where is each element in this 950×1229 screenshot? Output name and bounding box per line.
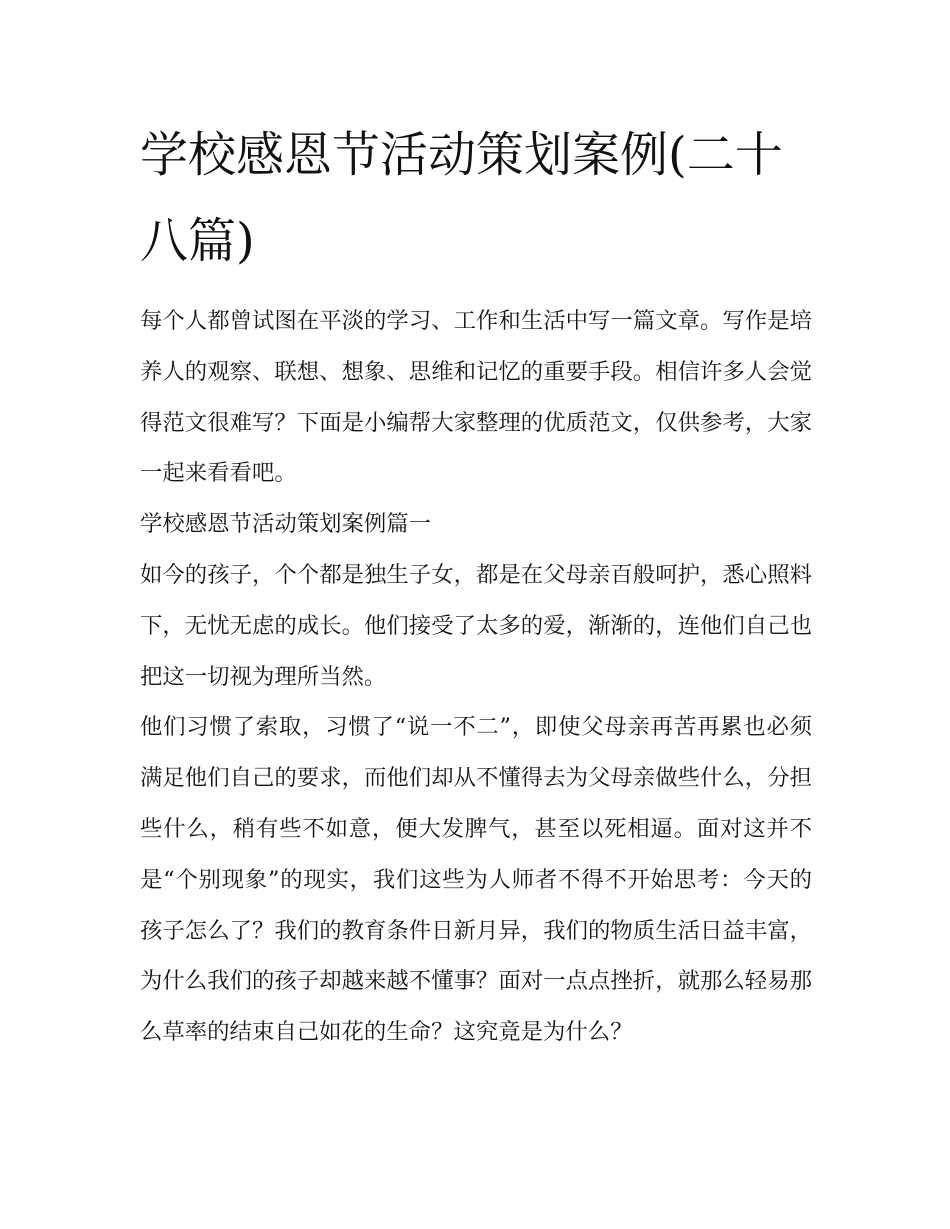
document-title: 学校感恩节活动策划案例(二十八篇): [140, 127, 783, 269]
document-body: [140, 296, 812, 1058]
section-heading: 学校感恩节活动策划案例篇一: [140, 511, 432, 538]
body-paragraph: 如今的孩子，个个都是独生子女，都是在父母亲百般呵护，悉心照料下，无忧无虑的成长。他们接受了太多的爱，渐渐的，连他们自己也把这一切视为理所当然。: [140, 561, 812, 690]
document-content: [140, 112, 812, 1058]
intro-paragraph: 每个人都曾试图在平淡的学习、工作和生活中写一篇文章。写作是培养人的观察、联想、想象、思维和记忆的重要手段。相信许多人会觉得范文很难写？下面是小编帮大家整理的优质范文，仅供参考，大家一起来看看吧。: [140, 308, 812, 487]
body-paragraph: 他们习惯了索取，习惯了“说一不二”，即使父母亲再苦再累也必须满足他们自己的要求，而他们却从不懂得去为父母亲做些什么，分担些什么，稍有些不如意，便大发脾气，甚至以死相逼。面对这并不是“个别现象”的现实，我们这些为人师者不得不开始思考：今天的孩子怎么了？我们的教育条件日新月异，我们的物质生活日益丰富，为什么我们的孩子却越来越不懂事？面对一点点挫折，就那么轻易那么草率的结束自己如花的生命？这究竟是为什么？: [140, 714, 812, 1046]
